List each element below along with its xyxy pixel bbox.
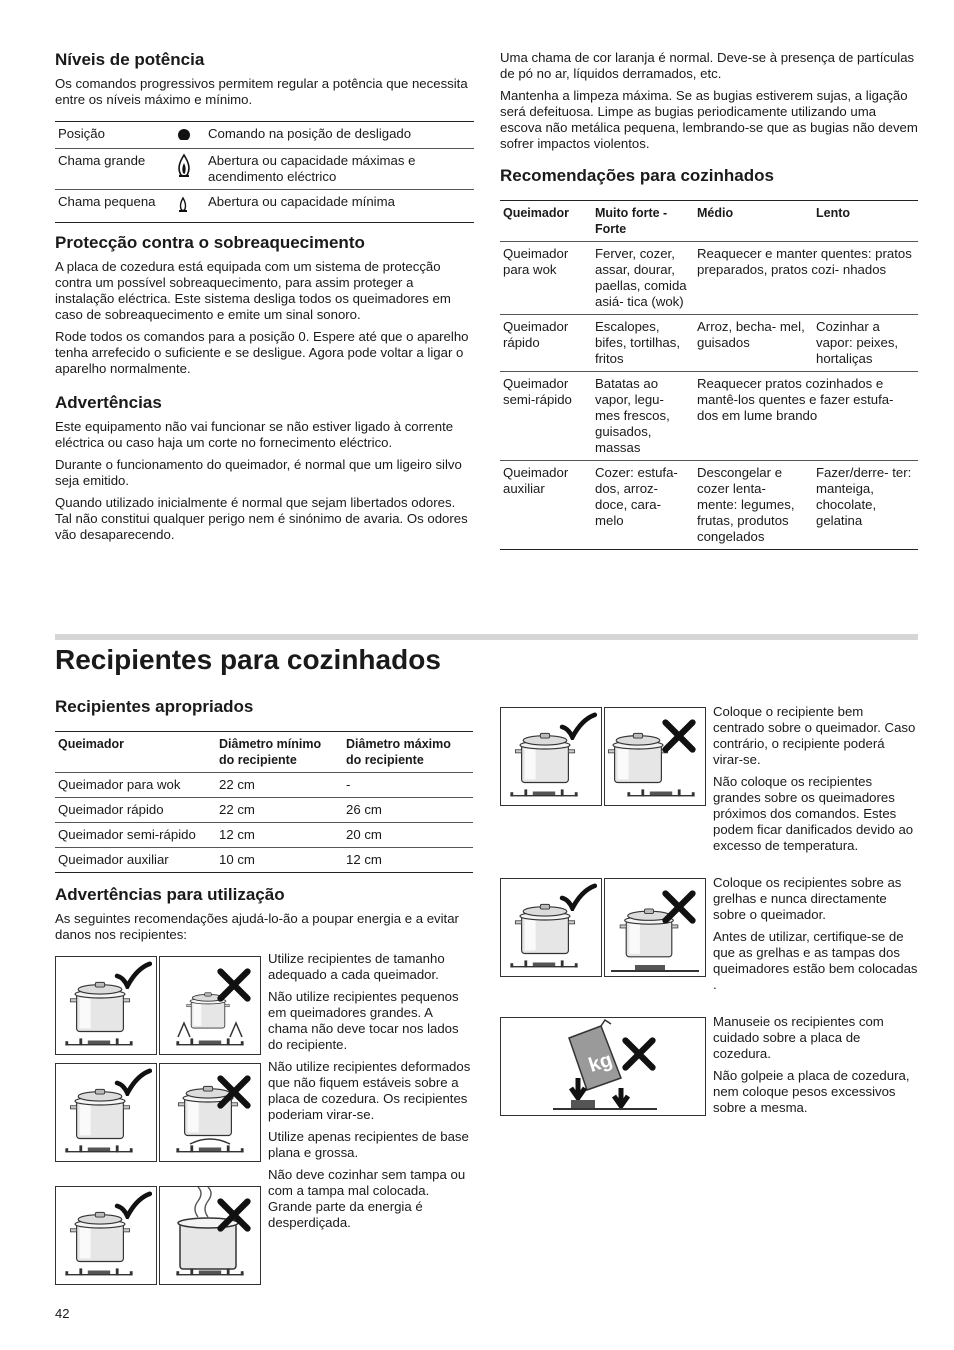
proteccao-p2: Rode todos os comandos para a posição 0. Espere até que o aparelho tenha arrefecido o suficiente e se desligue. Agora pode voltar a ligar o aparelho normalmente. <box>55 329 469 376</box>
recommendations-table <box>500 200 918 550</box>
medium-cell: Descongelar e cozer lenta- mente: legumes, frutas, produtos congelados <box>694 461 813 550</box>
cleaning-text: Mantenha a limpeza máxima. Se as bugias estiverem sujas, a ligação será defeituosa. Limpe as bugias periodicamente utilizando uma escova não metálica pequena, lembrando-se que as bugias não devem sofrer impactos violentos. <box>500 88 918 151</box>
left-top-column <box>55 50 473 549</box>
cell: 22 cm <box>216 773 343 798</box>
table-row <box>55 848 473 873</box>
cell: 26 cm <box>343 798 473 823</box>
proteccao-title: Protecção contra o sobreaquecimento <box>55 233 365 252</box>
table-row <box>55 190 474 223</box>
cell: 12 cm <box>343 848 473 873</box>
table-row <box>500 372 918 461</box>
util-item: Não deve cozinhar sem tampa ou com a tampa mal colocada. Grande parte da energia é desperdiçada. <box>268 1167 466 1230</box>
niveis-label: Chama pequena <box>55 190 174 223</box>
table-header-row <box>500 201 918 242</box>
off-dot-icon <box>174 122 205 149</box>
util-item: Utilize recipientes de tamanho adequado a cada queimador. <box>268 951 445 982</box>
recipientes-table <box>55 731 473 873</box>
cell: 10 cm <box>216 848 343 873</box>
cell: Queimador rápido <box>55 798 216 823</box>
table-row <box>55 823 473 848</box>
apropriados-title: Recipientes apropriados <box>55 697 254 716</box>
section-divider <box>55 634 918 640</box>
niveis-label: Posição <box>55 122 174 149</box>
col-header: Muito forte - Forte <box>592 201 694 242</box>
right-top-column <box>500 50 918 550</box>
cell: Queimador semi-rápido <box>55 823 216 848</box>
util-item: Não utilize recipientes pequenos em queimadores grandes. A chama não deve tocar nos lados do recipiente. <box>268 989 459 1052</box>
flat-pot-figure <box>55 1063 157 1162</box>
util-title: Advertências para utilização <box>55 885 285 904</box>
proteccao-p1: A placa de cozedura está equipada com um sistema de protecção contra um possível sobreaquecimento, para assim proteger a instalação eléctrica. Este sistema desliga todos os queimadores em caso de sobreaquecimento e emite um sinal sonoro. <box>55 259 451 322</box>
col-header: Diâmetro mínimo do recipiente <box>216 732 343 773</box>
rec-title: Recomendações para cozinhados <box>500 166 774 185</box>
correct-size-pot-figure <box>55 956 157 1055</box>
offcenter-pot-figure <box>604 707 706 806</box>
right-items-3 <box>713 1014 918 1122</box>
centered-pot-figure <box>500 707 602 806</box>
advertencias-p1: Este equipamento não vai funcionar se não estiver ligado à corrente eléctrica ou caso haja um corte no fornecimento eléctrico. <box>55 419 454 450</box>
right-item: Não coloque os recipientes grandes sobre os queimadores próximos dos comandos. Estes podem ficar danificados devido ao excesso de temperatura. <box>713 774 914 853</box>
niveis-text: Os comandos progressivos permitem regular a potência que necessita entre os níveis máximo e mínimo. <box>55 76 468 107</box>
medium-slow-cell: Reaquecer pratos cozinhados e mantê-los quentes e fazer estufa- dos em lume brando <box>694 372 918 461</box>
kg-label: kg <box>585 1048 615 1077</box>
right-item: Coloque os recipientes sobre as grelhas e nunca directamente sobre o queimador. <box>713 875 902 922</box>
large-flame-icon <box>174 149 205 190</box>
cell: Queimador para wok <box>55 773 216 798</box>
table-row <box>55 122 474 149</box>
strong-cell: Batatas ao vapor, legu- mes frescos, guisados, massas <box>592 372 694 461</box>
small-pot-large-burner-figure <box>159 956 261 1055</box>
col-header: Médio <box>694 201 813 242</box>
table-row <box>500 461 918 550</box>
niveis-label: Chama grande <box>55 149 174 190</box>
cell: Queimador auxiliar <box>55 848 216 873</box>
util-item: Não utilize recipientes deformados que não fiquem estáveis sobre a placa de cozedura. Os recipientes poderiam virar-se. <box>268 1059 471 1122</box>
right-item: Não golpeie a placa de cozedura, nem coloque pesos excessivos sobre a mesma. <box>713 1068 910 1115</box>
niveis-desc: Abertura ou capacidade mínima <box>205 190 474 223</box>
burner-cell: Queimador rápido <box>500 315 592 372</box>
col-header: Lento <box>813 201 918 242</box>
table-row <box>55 798 473 823</box>
strong-cell: Cozer: estufa- dos, arroz- doce, cara- melo <box>592 461 694 550</box>
strong-cell: Ferver, cozer, assar, dourar, paellas, comida asiá- tica (wok) <box>592 242 694 315</box>
right-item: Coloque o recipiente bem centrado sobre o queimador. Caso contrário, o recipiente poderá virar-se. <box>713 704 916 767</box>
right-items-1 <box>713 704 918 860</box>
slow-cell: Fazer/derre- ter: manteiga, chocolate, gelatina <box>813 461 918 550</box>
table-row <box>500 242 918 315</box>
cell: 22 cm <box>216 798 343 823</box>
page-number: 42 <box>55 1306 70 1321</box>
right-item: Manuseie os recipientes com cuidado sobre a placa de cozedura. <box>713 1014 884 1061</box>
deformed-pot-figure <box>159 1063 261 1162</box>
cell: - <box>343 773 473 798</box>
section-title: Recipientes para cozinhados <box>55 644 441 675</box>
lower-left-column <box>55 697 473 949</box>
pot-on-burner-figure <box>604 878 706 977</box>
burner-cell: Queimador semi-rápido <box>500 372 592 461</box>
table-header-row <box>55 732 473 773</box>
right-items-2 <box>713 875 918 999</box>
cell: 20 cm <box>343 823 473 848</box>
table-row <box>55 773 473 798</box>
medium-slow-cell: Reaquecer e manter quentes: pratos preparados, pratos cozi- nhados <box>694 242 918 315</box>
col-header: Queimador <box>500 201 592 242</box>
lid-on-pot-figure <box>55 1186 157 1285</box>
niveis-title: Níveis de potência <box>55 50 205 69</box>
burner-cell: Queimador para wok <box>500 242 592 315</box>
niveis-desc: Abertura ou capacidade máximas e acendimento eléctrico <box>205 149 474 190</box>
advertencias-p3: Quando utilizado inicialmente é normal que sejam libertados odores. Tal não constitui qualquer perigo nem é sinónimo de avaria. Os odores vão desaparecendo. <box>55 495 468 542</box>
util-item: Utilize apenas recipientes de base plana e grossa. <box>268 1129 469 1160</box>
strong-cell: Escalopes, bifes, tortilhas, fritos <box>592 315 694 372</box>
pot-without-lid-figure <box>159 1186 261 1285</box>
right-item: Antes de utilizar, certifique-se de que as grelhas e as tampas dos queimadores estão bem colocadas . <box>713 929 918 992</box>
advertencias-title: Advertências <box>55 393 162 412</box>
slow-cell: Cozinhar a vapor: peixes, hortaliças <box>813 315 918 372</box>
table-row <box>55 149 474 190</box>
table-row <box>500 315 918 372</box>
orange-flame-text: Uma chama de cor laranja é normal. Deve-se à presença de partículas de pó no ar, líquidos derramados, etc. <box>500 50 915 81</box>
util-items <box>268 951 473 1237</box>
niveis-table <box>55 121 474 223</box>
heavy-weight-figure <box>500 1017 706 1116</box>
medium-cell: Arroz, becha- mel, guisados <box>694 315 813 372</box>
col-header: Queimador <box>55 732 216 773</box>
advertencias-p2: Durante o funcionamento do queimador, é normal que um ligeiro silvo seja emitido. <box>55 457 462 488</box>
small-flame-icon <box>174 190 205 223</box>
pot-on-grate-figure <box>500 878 602 977</box>
util-intro: As seguintes recomendações ajudá-lo-ão a poupar energia e a evitar danos nos recipientes: <box>55 911 459 942</box>
col-header: Diâmetro máximo do recipiente <box>343 732 473 773</box>
cell: 12 cm <box>216 823 343 848</box>
burner-cell: Queimador auxiliar <box>500 461 592 550</box>
niveis-desc: Comando na posição de desligado <box>205 122 474 149</box>
